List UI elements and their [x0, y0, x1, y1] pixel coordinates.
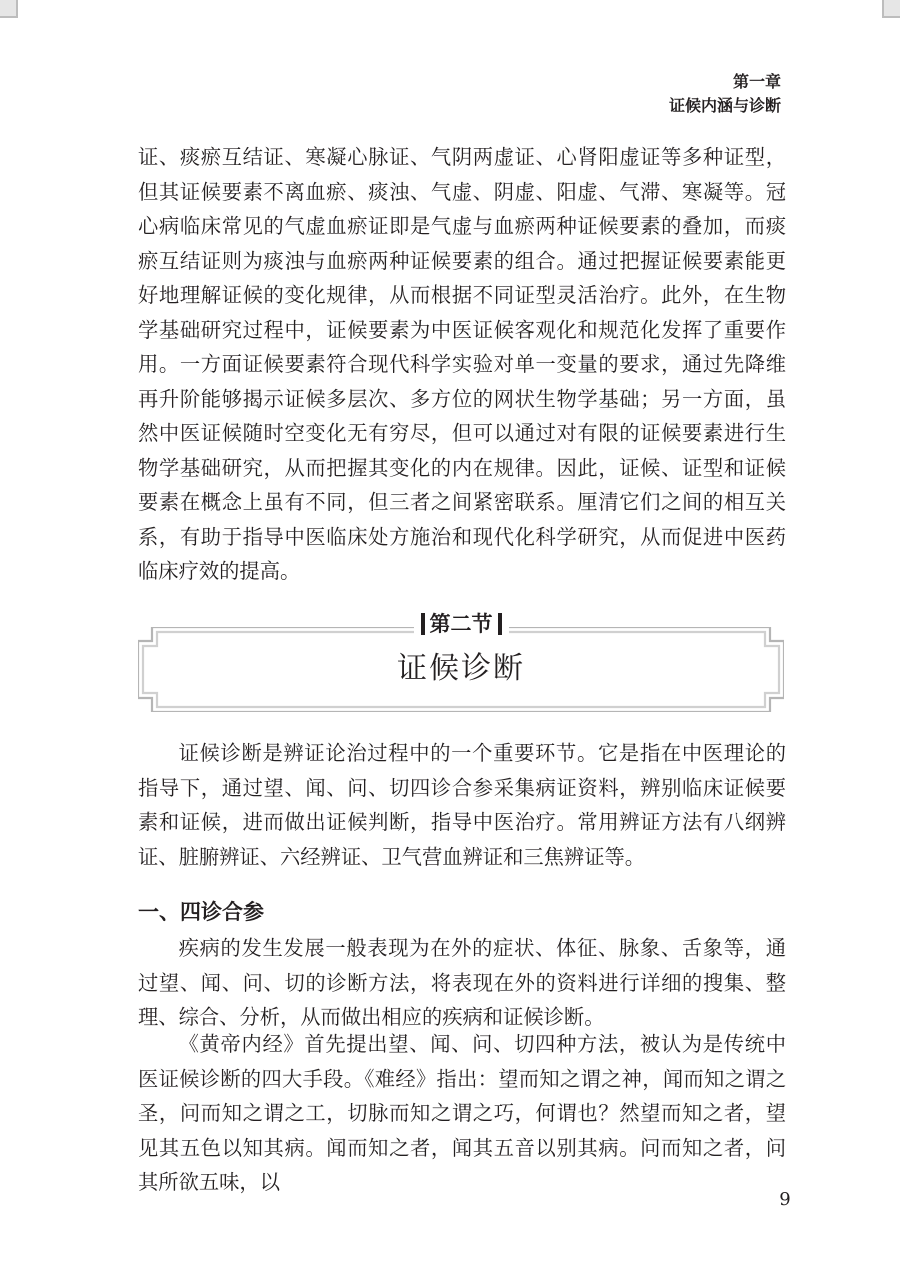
section-number-text: 第二节: [429, 612, 493, 636]
four-diagnostics-paragraph-1: [138, 931, 786, 1035]
section-intro-paragraph: [138, 736, 786, 874]
chapter-label: 第一章: [732, 72, 781, 91]
paragraph-text: 《黄帝内经》首先提出望、闻、问、切四种方法，被认为是传统中医证候诊断的四大手段。《难经》指出：望而知之谓之神，闻而知之谓之圣，问而知之谓之工，切脉而知之谓之巧，何谓也？然望而知之者，望见其五色以知其病。闻而知之者，闻其五音以别其病。问而知之者，问其所欲五味，以: [138, 1032, 786, 1194]
page-corner-mark: [882, 0, 900, 18]
subsection-heading: 一、四诊合参: [138, 900, 264, 924]
section-number: [138, 609, 784, 639]
continuation-paragraph: [138, 140, 786, 589]
page-corner-mark: [0, 0, 18, 18]
section-heading-frame: [138, 612, 784, 712]
page-number: 9: [779, 1189, 791, 1210]
four-diagnostics-paragraph-2: [138, 1027, 786, 1200]
running-head: [669, 70, 781, 118]
paragraph-text: 证候诊断是辨证论治过程中的一个重要环节。它是指在中医理论的指导下，通过望、闻、问、切四诊合参采集病证资料，辨别临床证候要素和证候，进而做出证候判断，指导中医治疗。常用辨证方法有八纲辨证、脏腑辨证、六经辨证、卫气营血辨证和三焦辨证等。: [138, 741, 786, 869]
paragraph-text: 疾病的发生发展一般表现为在外的症状、体征、脉象、舌象等，通过望、闻、问、切的诊断方法，将表现在外的资料进行详细的搜集、整理、综合、分析，从而做出相应的疾病和证候诊断。: [138, 936, 786, 1029]
chapter-title: 证候内涵与诊断: [668, 96, 781, 115]
paragraph-text: 证、痰瘀互结证、寒凝心脉证、气阴两虚证、心肾阳虚证等多种证型，但其证候要素不离血瘀、痰浊、气虚、阴虚、阳虚、气滞、寒凝等。冠心病临床常见的气虚血瘀证即是气虚与血瘀两种证候要素的叠加，而痰瘀互结证则为痰浊与血瘀两种证候要素的组合。通过把握证候要素能更好地理解证候的变化规律，从而根据不同证型灵活治疗。此外，在生物学基础研究过程中，证候要素为中医证候客观化和规范化发挥了重要作用。一方面证候要素符合现代科学实验对单一变量的要求，通过先降维再升阶能够揭示证候多层次、多方位的网状生物学基础；另一方面，虽然中医证候随时空变化无有穷尽，但可以通过对有限的证候要素进行生物学基础研究，从而把握其变化的内在规律。因此，证候、证型和证候要素在概念上虽有不同，但三者之间紧密联系。厘清它们之间的相互关系，有助于指导中医临床处方施治和现代化科学研究，从而促进中医药临床疗效的提高。: [138, 145, 786, 583]
section-title: 证候诊断: [397, 651, 525, 686]
